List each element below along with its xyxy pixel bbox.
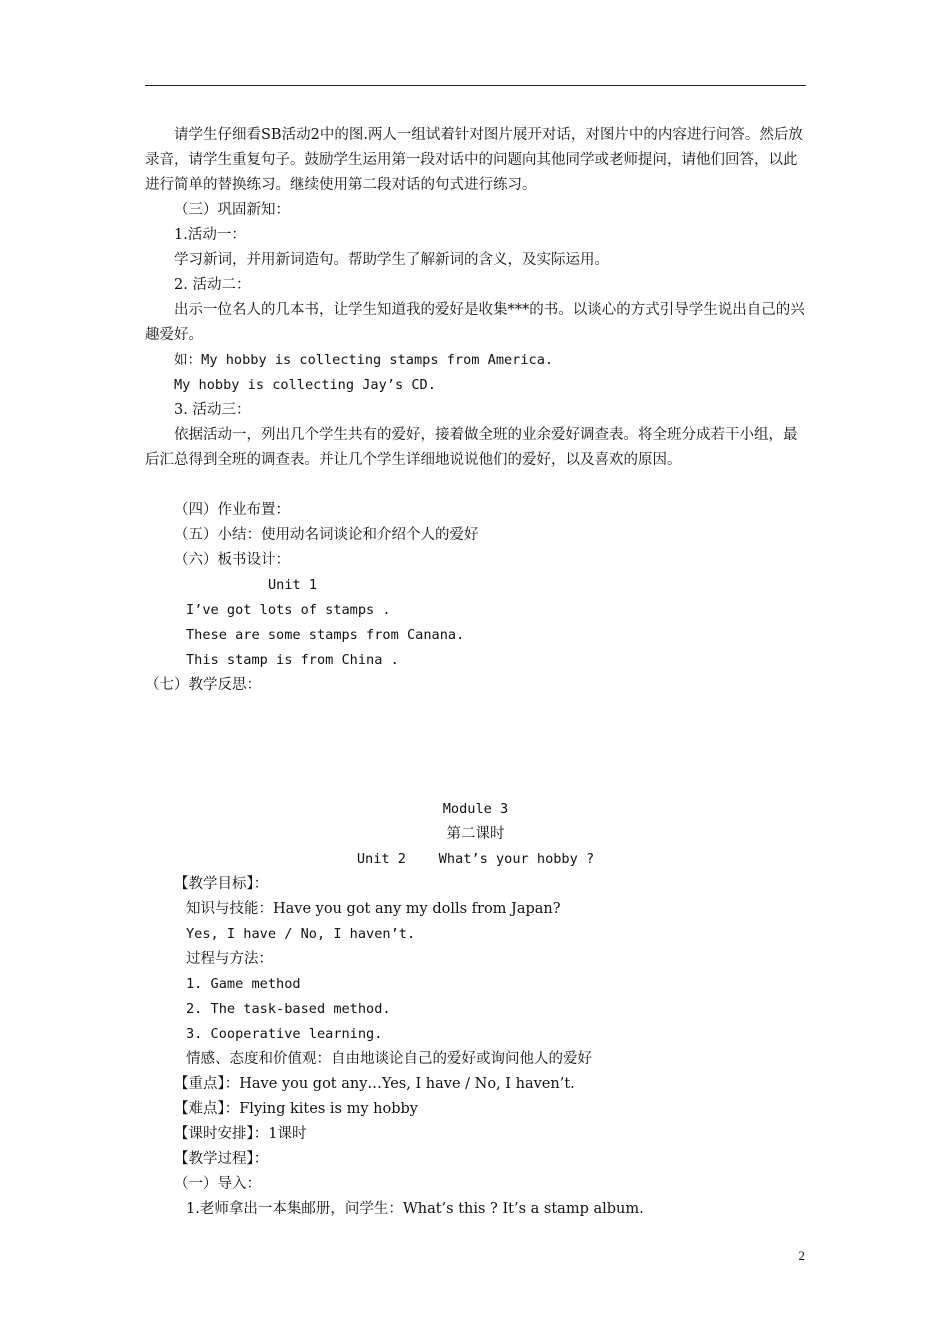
activity-1-title: 1.活动一： bbox=[174, 227, 246, 243]
activity-2-text: 出示一位名人的几本书，让学生知道我的爱好是收集***的书。以谈心的方式引导学生说出自己的兴趣爱好。 bbox=[145, 302, 805, 343]
board-line-1: I’ve got lots of stamps . bbox=[186, 602, 391, 618]
teaching-goals-heading: 【教学目标】： bbox=[174, 876, 269, 892]
emotion-values: 情感、态度和价值观：自由地谈论自己的爱好或询问他人的爱好 bbox=[186, 1051, 592, 1067]
header-rule bbox=[145, 85, 806, 86]
activity-1-text: 学习新词，并用新词造句。帮助学生了解新词的含义，及实际运用。 bbox=[174, 252, 609, 268]
section-summary: （五）小结：使用动名词谈论和介绍个人的爱好 bbox=[174, 527, 479, 543]
method-2: 2. The task-based method. bbox=[186, 1001, 391, 1017]
activity-3-title: 3. 活动三： bbox=[174, 402, 251, 418]
board-line-3: This stamp is from China . bbox=[186, 652, 399, 668]
class-schedule: 【课时安排】：1课时 bbox=[174, 1126, 307, 1142]
lesson-title: 第二课时 bbox=[446, 826, 505, 842]
intro-step-1: 1.老师拿出一本集邮册，问学生：What’s this ? It’s a stamp album. bbox=[186, 1201, 644, 1217]
activity-2-title: 2. 活动二： bbox=[174, 277, 251, 293]
unit-title: Unit 2 What’s your hobby ? bbox=[356, 851, 595, 867]
paragraph-dialogue-practice: 请学生仔细看SB活动2中的图.两人一组试着针对图片展开对话，对图片中的内容进行问答。然后放录音，请学生重复句子。鼓励学生运用第一段对话中的问题向其他同学或老师提问，请他们回答，以此进行简单的替换练习。继续使用第二段对话的句式进行练习。 bbox=[145, 127, 803, 193]
module-title: Module 3 bbox=[442, 801, 509, 817]
knowledge-skills: 知识与技能：Have you got any my dolls from Japan? bbox=[186, 901, 561, 917]
section-reflection: （七）教学反思： bbox=[145, 677, 261, 693]
teaching-process-heading: 【教学过程】： bbox=[174, 1151, 269, 1167]
board-line-2: These are some stamps from Canana. bbox=[186, 627, 465, 643]
key-points: 【重点】：Have you got any…Yes, I have / No, I haven’t. bbox=[174, 1076, 575, 1092]
board-unit-title: Unit 1 bbox=[268, 577, 318, 593]
method-1: 1. Game method bbox=[186, 976, 301, 992]
section-board-design: （六）板书设计： bbox=[174, 552, 290, 568]
method-3: 3. Cooperative learning. bbox=[186, 1026, 383, 1042]
section-homework: （四）作业布置： bbox=[174, 502, 290, 518]
page-number: 2 bbox=[798, 1248, 805, 1263]
process-method: 过程与方法： bbox=[186, 951, 273, 967]
difficult-points: 【难点】：Flying kites is my hobby bbox=[174, 1101, 418, 1117]
activity-2-example-1: 如：My hobby is collecting stamps from America. bbox=[174, 352, 554, 368]
activity-2-example-2: My hobby is collecting Jay’s CD. bbox=[174, 377, 436, 393]
knowledge-skills-answer: Yes, I have / No, I haven’t. bbox=[186, 926, 416, 942]
intro-heading: （一）导入： bbox=[174, 1176, 261, 1192]
section-consolidate: （三）巩固新知： bbox=[174, 202, 290, 218]
activity-3-text: 依据活动一，列出几个学生共有的爱好，接着做全班的业余爱好调查表。将全班分成若干小组，最后汇总得到全班的调查表。并让几个学生详细地说说他们的爱好，以及喜欢的原因。 bbox=[145, 427, 798, 468]
